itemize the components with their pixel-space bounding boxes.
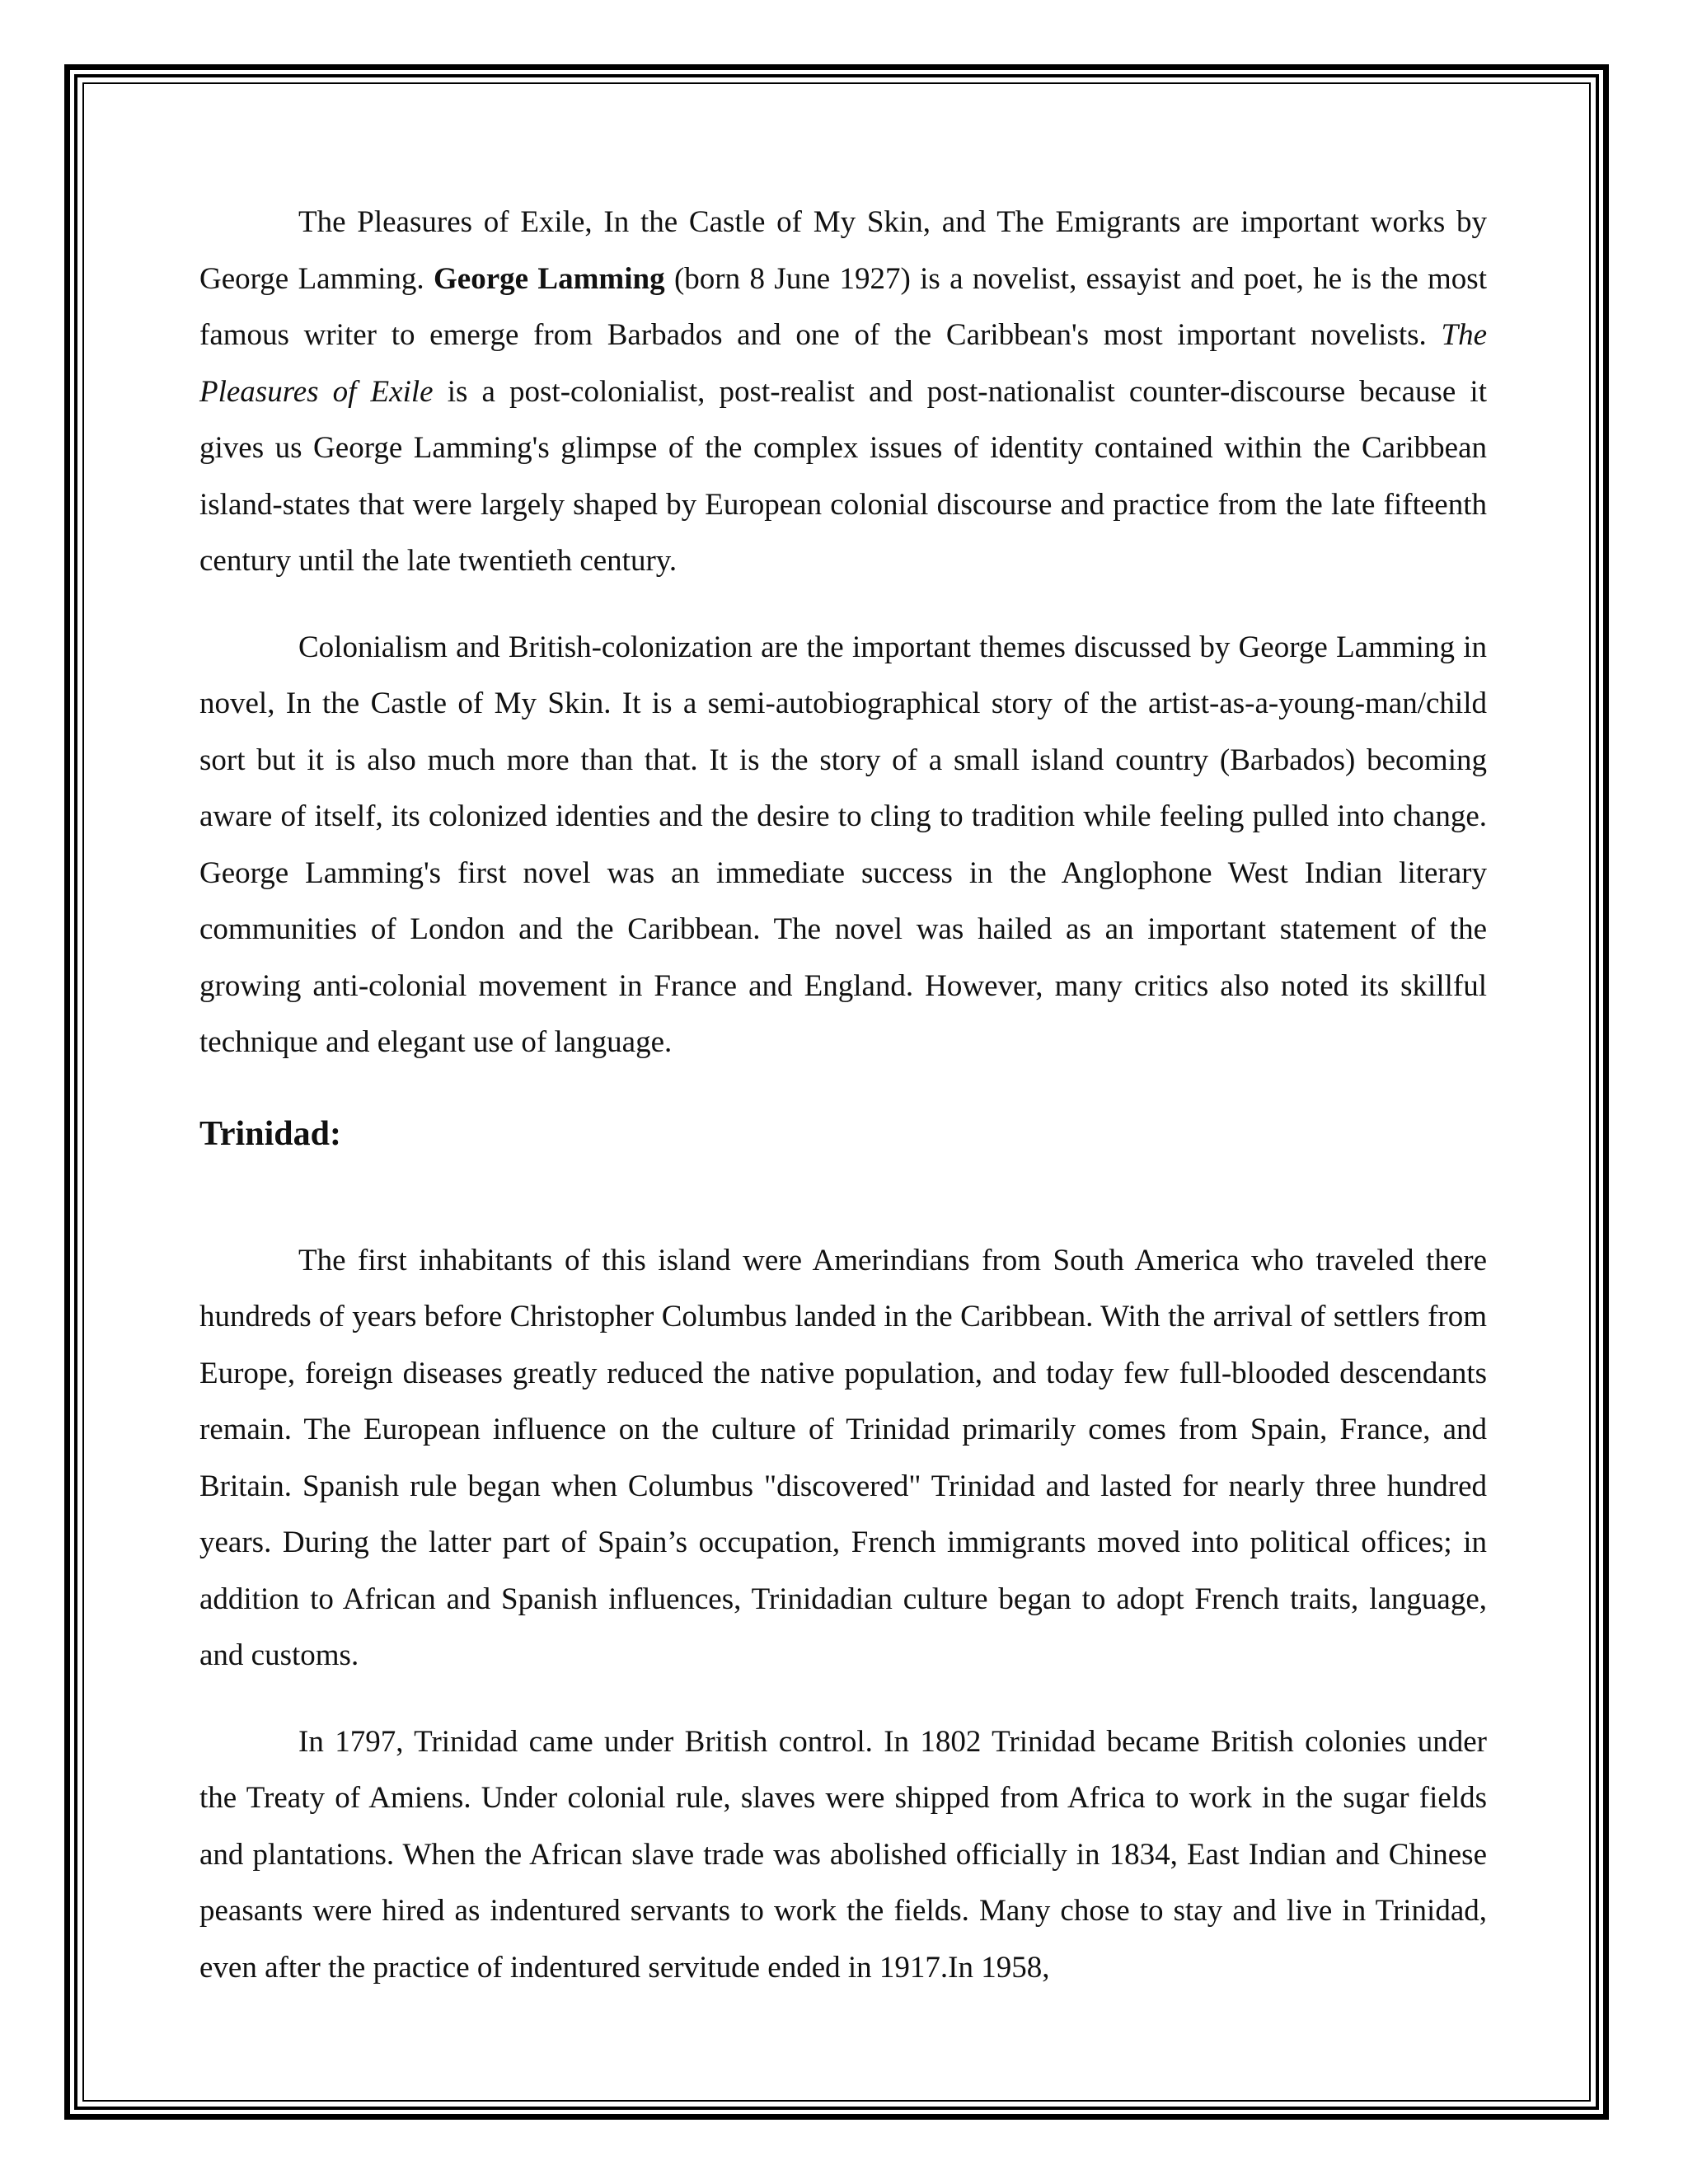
italic-book-title: The Pleasures of Exile: [199, 318, 1487, 409]
paragraph-text: (born 8 June 1927) is a novelist, essayist and poet, he is the most famous writer to emerge from Barbados and one of the Caribbean's most important novelists.: [199, 261, 1487, 352]
section-heading-trinidad: Trinidad:: [199, 1114, 341, 1153]
paragraph-trinidad-history: The first inhabitants of this island were Amerindians from South America who traveled there hundreds of years before Christopher Columbus landed in the Caribbean. With the arrival of settlers from Europe, foreign diseases greatly reduced the native population, and today few full-blooded descendants remain. The European influence on the culture of Trinidad primarily comes from Spain, France, and Britain. Spanish rule began when Columbus "discovered" Trinidad and lasted for nearly three hundred years. During the latter part of Spain’s occupation, French immigrants moved into political offices; in addition to African and Spanish influences, Trinidadian culture began to adopt French traits, language, and customs.: [199, 1243, 1487, 1672]
document-body: [199, 194, 1487, 1996]
paragraph-castle-of-my-skin: Colonialism and British-colonization are the important themes discussed by George Lamming in novel, In the Castle of My Skin. It is a semi-autobiographical story of the artist-as-a-young-man/child sort but it is also much more than that. It is the story of a small island country (Barbados) becoming aware of itself, its colonized identies and the desire to cling to tradition while feeling pulled into change. George Lamming's first novel was an immediate success in the Anglophone West Indian literary communities of London and the Caribbean. The novel was hailed as an important statement of the growing anti-colonial movement in France and England. However, many critics also noted its skillful technique and elegant use of language.: [199, 630, 1487, 1059]
paragraph-lamming-works: [199, 194, 1487, 590]
paragraph-text: is a post-colonialist, post-realist and post-nationalist counter-discourse because it gives us George Lamming's glimpse of the complex issues of identity contained within the Caribbean island-states that were largely shaped by European colonial discourse and practice from the late fifteenth century until the late twentieth century.: [199, 374, 1487, 578]
bold-author-name: George Lamming: [434, 261, 665, 296]
paragraph-british-control: In 1797, Trinidad came under British control. In 1802 Trinidad became British colonies under the Treaty of Amiens. Under colonial rule, slaves were shipped from Africa to work in the sugar fields and plantations. When the African slave trade was abolished officially in 1834, East Indian and Chinese peasants were hired as indentured servants to work the fields. Many chose to stay and live in Trinidad, even after the practice of indentured servitude ended in 1917.In 1958,: [199, 1724, 1487, 1985]
paragraph-text: The Pleasures of Exile, In the Castle of My Skin, and The Emigrants are important works by George Lamming.: [199, 205, 1487, 296]
